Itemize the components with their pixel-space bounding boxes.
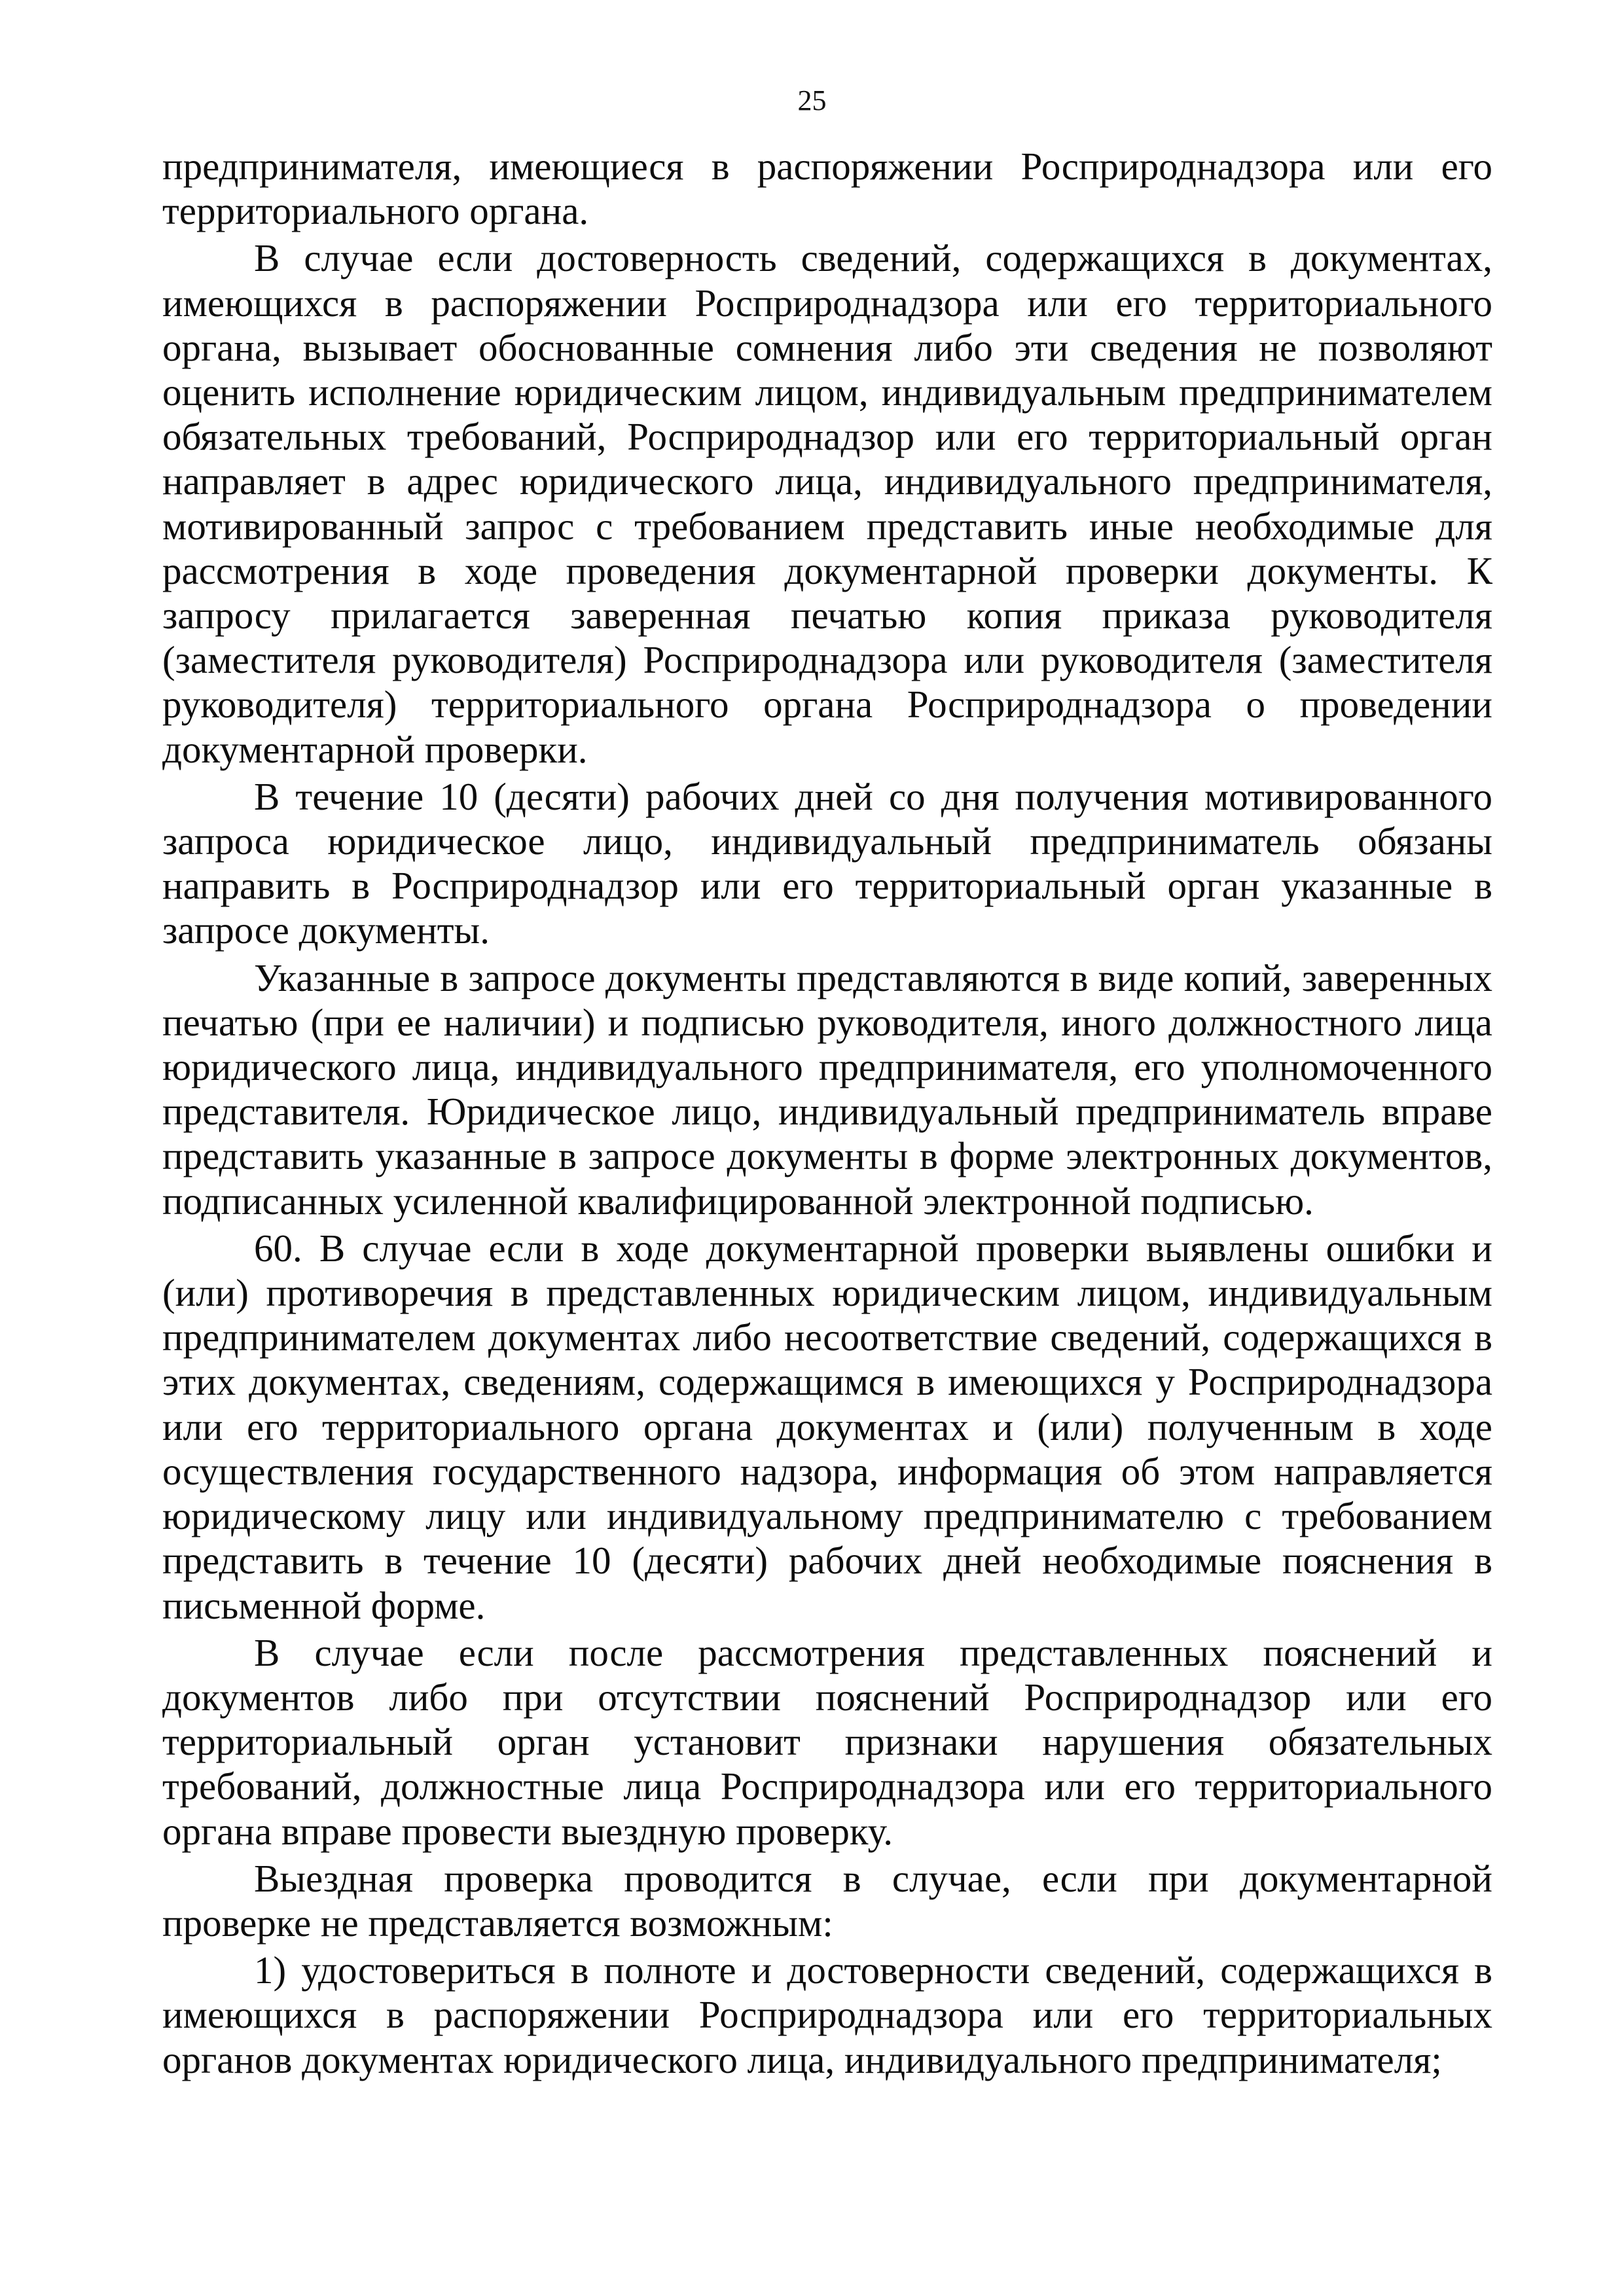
- paragraph-item-60: 60. В случае если в ходе документарной проверки выявлены ошибки и (или) противоречия в представленных юридическим лицом, индивидуальным предпринимателем документах либо несоответствие сведений, содержащихся в этих документах, сведениям, содержащимся в имеющихся у Росприроднадзора или его территориального органа документах и (или) полученным в ходе осуществления государственного надзора, информация об этом направляется юридическому лицу или индивидуальному предпринимателю с требованием представить в течение 10 (десяти) рабочих дней необходимые пояснения в письменной форме.: [162, 1226, 1492, 1627]
- paragraph-onsite-inspection-conditions: Выездная проверка проводится в случае, если при документарной проверке не представляется возможным:: [162, 1856, 1492, 1945]
- paragraph-continuation: предпринимателя, имеющиеся в распоряжении Росприроднадзора или его территориального органа.: [162, 145, 1492, 233]
- paragraph-document-copies: Указанные в запросе документы представляются в виде копий, заверенных печатью (при ее наличии) и подписью руководителя, иного должностного лица юридического лица, индивидуального предпринимателя, его уполномоченного представителя. Юридическое лицо, индивидуальный предприниматель вправе представить указанные в запросе документы в форме электронных документов, подписанных усиленной квалифицированной электронной подписью.: [162, 956, 1492, 1223]
- document-body: [162, 144, 1492, 2082]
- page-number: 25: [797, 84, 827, 117]
- list-item-1: 1) удостовериться в полноте и достоверности сведений, содержащихся в имеющихся в распоряжении Росприроднадзора или его территориальных органов документах юридического лица, индивидуального предпринимателя;: [162, 1948, 1492, 2081]
- paragraph-motivated-request: В случае если достоверность сведений, содержащихся в документах, имеющихся в распоряжении Росприроднадзора или его территориального органа, вызывает обоснованные сомнения либо эти сведения не позволяют оценить исполнение юридическим лицом, индивидуальным предпринимателем обязательных требований, Росприроднадзор или его территориальный орган направляет в адрес юридического лица, индивидуального предпринимателя, мотивированный запрос с требованием представить иные необходимые для рассмотрения в ходе проведения документарной проверки документы. К запросу прилагается заверенная печатью копия приказа руководителя (заместителя руководителя) Росприроднадзора или руководителя (заместителя руководителя) территориального органа Росприроднадзора о проведении документарной проверки.: [162, 236, 1492, 771]
- paragraph-response-deadline: В течение 10 (десяти) рабочих дней со дня получения мотивированного запроса юридическое лицо, индивидуальный предприниматель обязаны направить в Росприроднадзор или его территориальный орган указанные в запросе документы.: [162, 774, 1492, 952]
- paragraph-onsite-inspection-right: В случае если после рассмотрения представленных пояснений и документов либо при отсутствии пояснений Росприроднадзор или его территориальный орган установит признаки нарушения обязательных требований, должностные лица Росприроднадзора или его территориального органа вправе провести выездную проверку.: [162, 1630, 1492, 1853]
